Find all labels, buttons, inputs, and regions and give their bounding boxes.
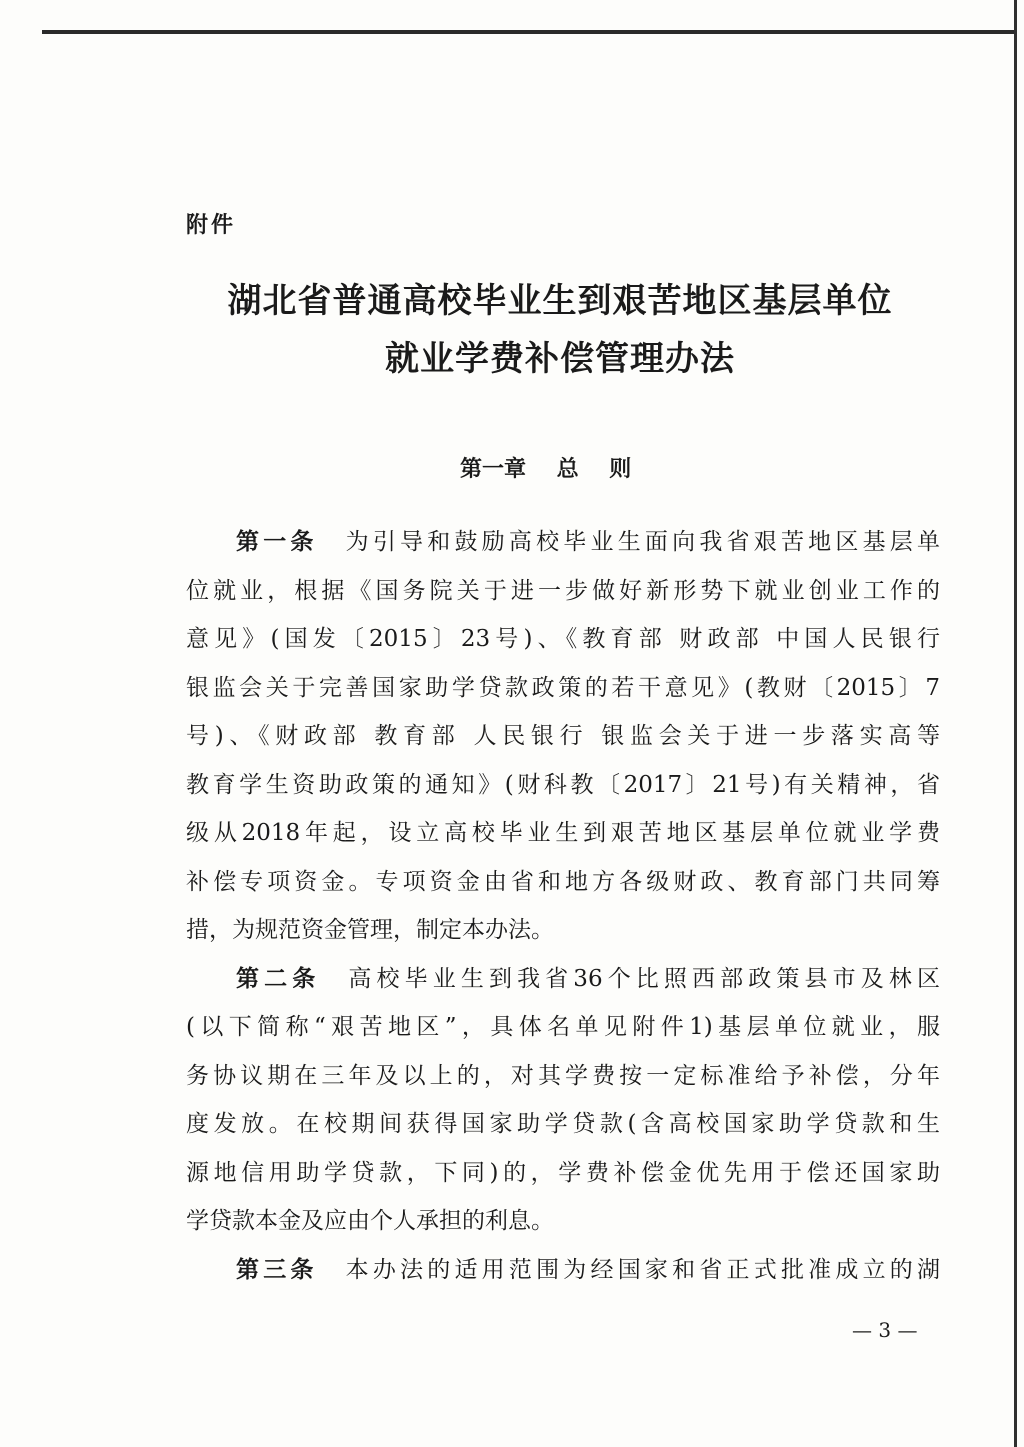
article-1-line-6: 教育学生资助政策的通知》(财科教〔2017〕21号)有关精神，省 xyxy=(186,771,940,798)
article-label: 第二条 xyxy=(236,965,321,992)
attachment-label: 附件 xyxy=(186,213,237,238)
article-1-line-5: 号)、《财政部 教育部 人民银行 银监会关于进一步落实高等 xyxy=(186,723,940,749)
article-label: 第一条 xyxy=(236,529,318,555)
page-edge xyxy=(1014,0,1017,1447)
page-number: — 3 — xyxy=(852,1318,918,1342)
article-2-line-3: 务协议期在三年及以上的，对其学费按一定标准给予补偿，分年 xyxy=(186,1062,940,1089)
line-text: 高校毕业生到我省36个比照西部政策县市及林区 xyxy=(348,965,940,992)
article-2-line-1 xyxy=(186,955,940,1004)
article-1-line-3: 意见》(国发〔2015〕23号)、《教育部 财政部 中国人民银行 xyxy=(186,626,940,652)
article-2-line-2: (以下简称“艰苦地区”，具体名单见附件1)基层单位就业，服 xyxy=(186,1014,940,1040)
article-1-line-1 xyxy=(186,518,940,567)
article-2-line-4: 度发放。在校期间获得国家助学贷款(含高校国家助学贷款和生 xyxy=(186,1111,940,1137)
title-line-1: 湖北省普通高校毕业生到艰苦地区基层单位 xyxy=(227,281,893,321)
article-1-line-8: 补偿专项资金。专项资金由省和地方各级财政、教育部门共同筹 xyxy=(186,868,940,895)
title-line-2: 就业学费补偿管理办法 xyxy=(385,339,735,379)
document-body xyxy=(186,518,940,1294)
document-title xyxy=(150,272,970,388)
article-1-line-7: 级从2018年起，设立高校毕业生到艰苦地区基层单位就业学费 xyxy=(186,820,940,846)
article-2-line-5: 源地信用助学贷款，下同)的，学费补偿金优先用于偿还国家助 xyxy=(186,1159,940,1186)
chapter-heading: 第一章 总 则 xyxy=(460,457,632,482)
article-1-line-4: 银监会关于完善国家助学贷款政策的若干意见》(教财〔2015〕7 xyxy=(186,674,940,701)
article-3-line-1 xyxy=(186,1246,940,1295)
article-2-line-6: 学贷款本金及应由个人承担的利息。 xyxy=(186,1208,554,1234)
line-text: 为引导和鼓励高校毕业生面向我省艰苦地区基层单 xyxy=(345,529,940,555)
article-label: 第三条 xyxy=(236,1256,318,1283)
top-rule xyxy=(42,30,1017,34)
article-1-line-9: 措，为规范资金管理，制定本办法。 xyxy=(186,917,554,943)
line-text: 本办法的适用范围为经国家和省正式批准成立的湖 xyxy=(345,1256,940,1283)
article-1-line-2: 位就业，根据《国务院关于进一步做好新形势下就业创业工作的 xyxy=(186,577,940,604)
